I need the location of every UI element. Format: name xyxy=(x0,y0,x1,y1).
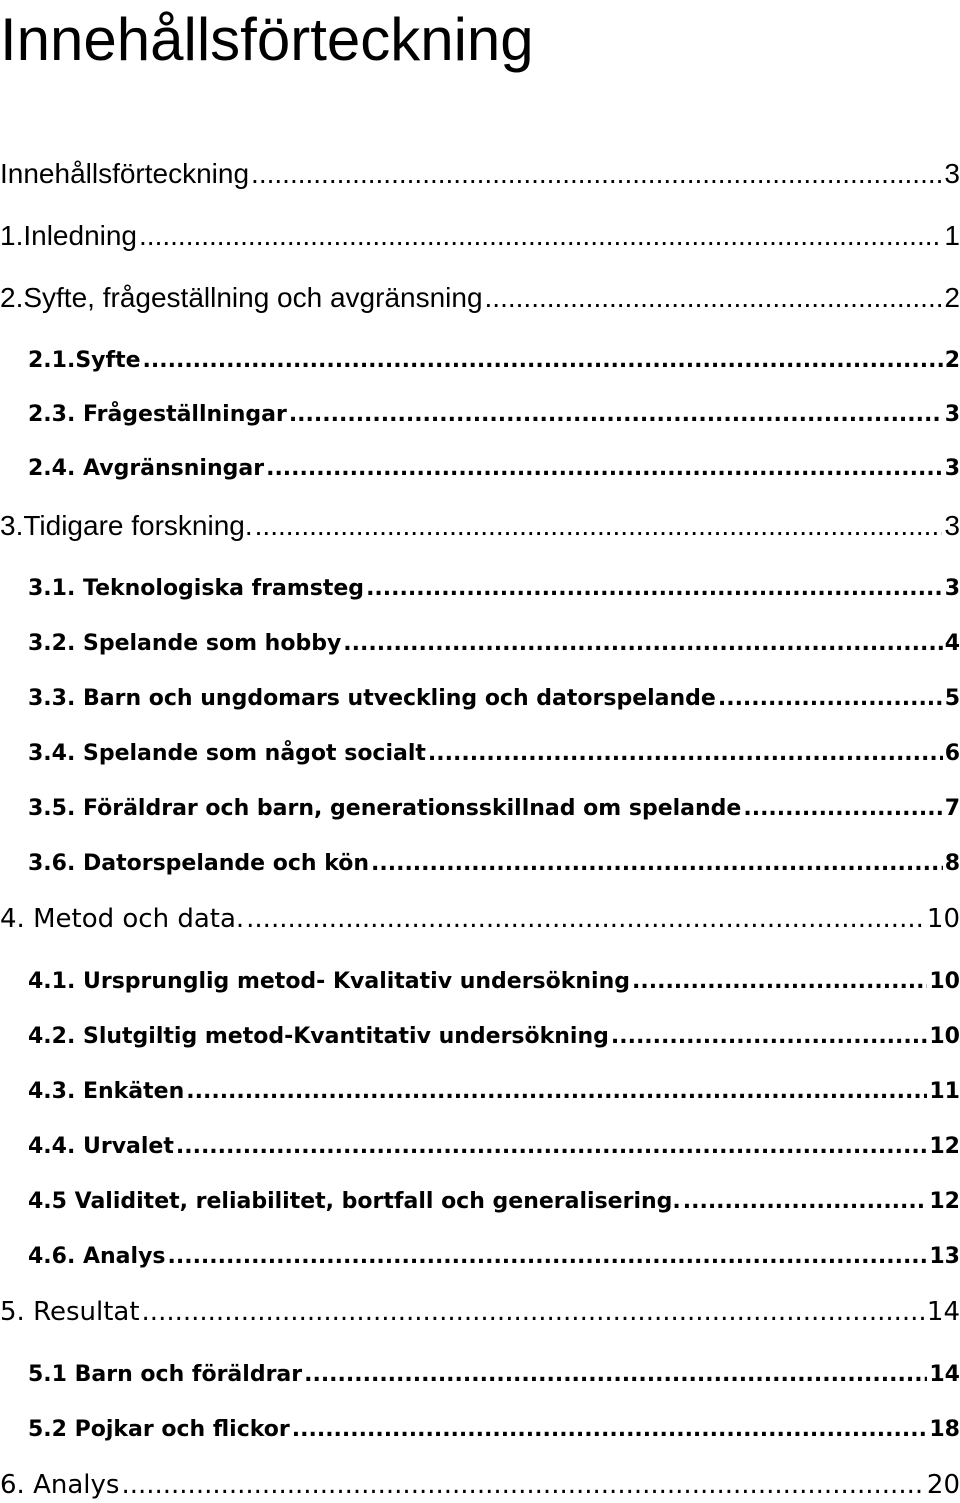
dot-leader xyxy=(251,158,942,190)
toc-entry[interactable] xyxy=(28,1189,960,1214)
toc-entry[interactable] xyxy=(28,1079,960,1104)
dot-leader xyxy=(632,969,927,994)
toc-entry[interactable] xyxy=(0,282,960,314)
toc-entry[interactable] xyxy=(28,456,960,481)
toc-entry-page: 3 xyxy=(944,158,960,189)
toc-entry[interactable] xyxy=(28,576,960,601)
dot-leader xyxy=(186,1079,927,1104)
dot-leader xyxy=(139,220,942,252)
toc-entry-label: 5.1 Barn och föräldrar xyxy=(28,1362,303,1387)
dot-leader xyxy=(428,741,943,766)
toc-entry-page: 5 xyxy=(944,686,960,711)
dot-leader xyxy=(142,1297,925,1327)
toc-entry-page: 1 xyxy=(944,220,960,251)
dot-leader xyxy=(743,796,942,821)
dot-leader xyxy=(289,402,943,427)
toc-entry[interactable] xyxy=(0,220,960,252)
toc-entry-label: 3.1. Teknologiska framsteg xyxy=(28,576,365,601)
toc-entry-label: 4.3. Enkäten xyxy=(28,1079,185,1104)
toc-entry-label: 3.5. Föräldrar och barn, generationsskillnad om spelande xyxy=(28,796,742,821)
toc-entry-page: 4 xyxy=(944,631,960,656)
dot-leader xyxy=(611,1024,928,1049)
toc-entry[interactable] xyxy=(28,1362,960,1387)
dot-leader xyxy=(246,904,925,934)
toc-entry-page: 20 xyxy=(926,1470,960,1500)
dot-leader xyxy=(176,1134,928,1159)
toc-entry-label: 2.3. Frågeställningar xyxy=(28,402,287,427)
toc-entry-page: 12 xyxy=(929,1189,960,1214)
toc-entry-page: 14 xyxy=(926,1297,960,1327)
toc-entry-page: 3 xyxy=(944,510,960,541)
toc-entry[interactable] xyxy=(28,402,960,427)
toc-entry-label: 3.6. Datorspelande och kön xyxy=(28,851,370,876)
toc-entry[interactable] xyxy=(0,1470,960,1500)
toc-entry-page: 3 xyxy=(944,456,960,481)
toc-entry[interactable] xyxy=(28,851,960,876)
toc-entry-page: 6 xyxy=(944,741,960,766)
toc-entry-label: 3.4. Spelande som något socialt xyxy=(28,741,426,766)
toc-entry[interactable] xyxy=(28,741,960,766)
toc-entry-label: 3.3. Barn och ungdomars utveckling och datorspelande xyxy=(28,686,716,711)
toc-entry[interactable] xyxy=(28,1417,960,1442)
toc-entry-page: 18 xyxy=(929,1417,960,1442)
toc-entry-page: 2 xyxy=(944,282,960,313)
toc-entry-label: 4. Metod och data. xyxy=(0,904,245,934)
toc-entry-label: 2.4. Avgränsningar xyxy=(28,456,265,481)
dot-leader xyxy=(718,686,943,711)
toc-entry[interactable] xyxy=(28,348,960,373)
toc-entry[interactable] xyxy=(0,904,960,934)
dot-leader xyxy=(371,851,943,876)
toc-entry-page: 13 xyxy=(929,1244,960,1269)
dot-leader xyxy=(343,631,942,656)
toc-entry[interactable] xyxy=(28,796,960,821)
page-title: Innehållsförteckning xyxy=(0,6,534,73)
toc-entry[interactable] xyxy=(0,1297,960,1327)
dot-leader xyxy=(121,1470,924,1500)
toc-entry[interactable] xyxy=(0,510,960,542)
toc-entry-label: 2.1.Syfte xyxy=(28,348,141,373)
toc-entry-label: 4.6. Analys xyxy=(28,1244,166,1269)
toc-entry-page: 10 xyxy=(929,1024,960,1049)
toc-entry-page: 10 xyxy=(929,969,960,994)
toc-entry-label: 2.Syfte, frågeställning och avgränsning xyxy=(0,282,483,313)
toc-entry-page: 3 xyxy=(944,402,960,427)
toc-entry[interactable] xyxy=(28,969,960,994)
dot-leader xyxy=(304,1362,927,1387)
toc-entry-page: 7 xyxy=(944,796,960,821)
toc-entry-label: 5.2 Pojkar och flickor xyxy=(28,1417,290,1442)
toc-entry-page: 8 xyxy=(944,851,960,876)
dot-leader xyxy=(168,1244,928,1269)
toc-entry-label: 4.1. Ursprunglig metod- Kvalitativ undersökning xyxy=(28,969,631,994)
toc-entry[interactable] xyxy=(28,1024,960,1049)
dot-leader xyxy=(266,456,943,481)
toc-entry-page: 10 xyxy=(926,904,960,934)
dot-leader xyxy=(255,510,943,542)
toc-entry[interactable] xyxy=(0,158,960,190)
dot-leader xyxy=(366,576,943,601)
dot-leader xyxy=(143,348,943,373)
toc-entry-label: 6. Analys xyxy=(0,1470,120,1500)
toc-entry[interactable] xyxy=(28,1244,960,1269)
toc-entry-label: 5. Resultat xyxy=(0,1297,140,1327)
toc-entry-label: 4.5 Validitet, reliabilitet, bortfall och generalisering. xyxy=(28,1189,681,1214)
toc-entry-label: 3.Tidigare forskning. xyxy=(0,510,253,541)
toc-entry-page: 2 xyxy=(944,348,960,373)
toc-entry[interactable] xyxy=(28,686,960,711)
toc-entry[interactable] xyxy=(28,1134,960,1159)
toc-entry-label: 3.2. Spelande som hobby xyxy=(28,631,342,656)
toc-entry-page: 11 xyxy=(929,1079,960,1104)
dot-leader xyxy=(485,282,943,314)
dot-leader xyxy=(683,1189,928,1214)
toc-entry-label: 1.Inledning xyxy=(0,220,138,251)
toc-entry-label: 4.2. Slutgiltig metod-Kvantitativ undersökning xyxy=(28,1024,609,1049)
toc-entry-page: 14 xyxy=(929,1362,960,1387)
toc-entry-label: Innehållsförteckning xyxy=(0,158,250,189)
toc-entry-page: 3 xyxy=(944,576,960,601)
toc-entry[interactable] xyxy=(28,631,960,656)
toc-entry-page: 12 xyxy=(929,1134,960,1159)
toc-entry-label: 4.4. Urvalet xyxy=(28,1134,174,1159)
dot-leader xyxy=(292,1417,928,1442)
